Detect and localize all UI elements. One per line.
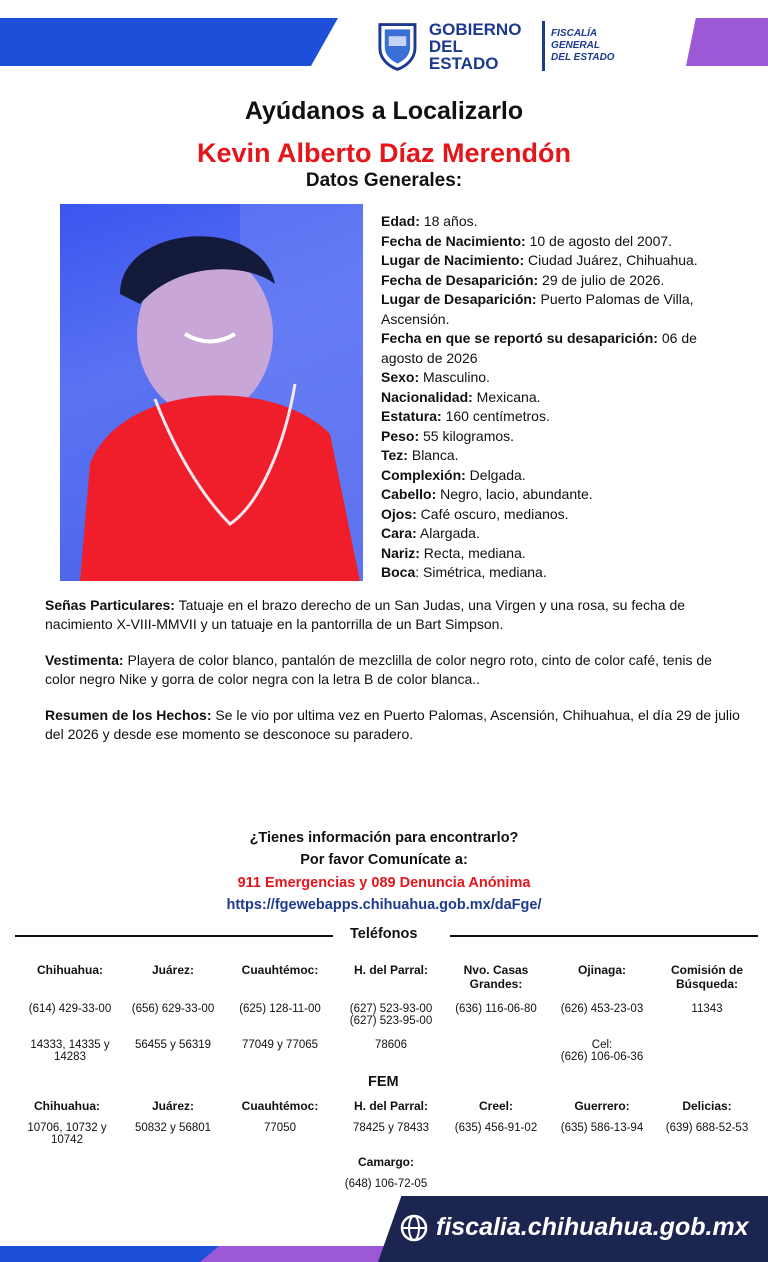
detail-value: 55 kilogramos. [419, 427, 515, 444]
logo-divider [542, 21, 545, 71]
gobierno-text [429, 21, 534, 72]
tel-city: Nvo. Casas Grandes: [463, 963, 529, 991]
header-purple-bar [686, 18, 768, 66]
tel-city: Chihuahua: [37, 963, 103, 977]
person-name: Kevin Alberto Díaz Merendón [196, 138, 572, 168]
resumen-text: Se le vio por ultima vez en Puerto Palomas, Ascensión, Chihuahua, el día 29 de julio del 2026 y desde ese momento se desconoce su paradero. [45, 707, 740, 742]
detail-label: Lugar de Desaparición: [381, 291, 537, 307]
senas-label: Señas Particulares: [45, 597, 175, 613]
detail-row [381, 485, 741, 505]
detail-value: Ciudad Juárez, Chihuahua. [524, 252, 698, 268]
divider-right [450, 935, 758, 937]
shield-icon [376, 20, 419, 72]
detail-value: : Simétrica, mediana. [415, 564, 547, 580]
fem-city: Guerrero: [574, 1099, 630, 1113]
detail-value: 18 años. [419, 213, 478, 229]
detail-label: Nacionalidad: [381, 388, 473, 405]
senas-text: Tatuaje en el brazo derecho de un San Judas, una Virgen y una rosa, su fecha de nacimiento X-VIII-MMVII y un tatuaje en la pantorrilla de un Bart Simpson. [45, 597, 686, 632]
detail-value: Delgada. [465, 466, 526, 483]
detail-label: Fecha de Nacimiento: [381, 232, 526, 249]
detail-value: 10 de agosto del 2007. [525, 232, 673, 249]
fiscalia-text [551, 28, 646, 64]
person-photo [60, 204, 363, 581]
detail-row [381, 427, 741, 447]
gobierno-line1: GOBIERNO [428, 19, 522, 39]
contact-please: Por favor Comunícate a: [300, 852, 468, 868]
detail-value: Mexicana. [472, 388, 541, 405]
detail-row [381, 563, 741, 583]
resumen-label: Resumen de los Hechos: [45, 707, 212, 723]
detail-row [381, 232, 741, 252]
tel-ext: 78606 [375, 1039, 407, 1051]
detail-row [381, 524, 741, 544]
fem-value: (639) 688-52-53 [665, 1122, 749, 1134]
fem-value: 78425 y 78433 [352, 1122, 430, 1134]
tel-city: Juárez: [151, 963, 195, 977]
detail-row [381, 446, 741, 466]
detail-value: Blanca. [407, 447, 459, 463]
tel-phone: (614) 429-33-00 [28, 1003, 112, 1015]
fiscalia-line2: DEL ESTADO [551, 52, 615, 63]
government-logo [376, 18, 646, 74]
fem-city: Juárez: [151, 1099, 195, 1113]
detail-label: Cara: [381, 525, 417, 541]
tel-city: Comisión de Búsqueda: [670, 963, 743, 991]
fem-value: 77050 [264, 1122, 296, 1134]
detail-label: Estatura: [381, 408, 442, 424]
detail-value: 06 de agosto de 2026 [381, 330, 697, 366]
tel-phone: (656) 629-33-00 [131, 1003, 215, 1015]
detail-row [381, 290, 741, 329]
detail-value: 29 de julio de 2026. [538, 271, 665, 288]
fem-city: Creel: [478, 1099, 513, 1113]
tel-phone: (626) 453-23-03 [560, 1003, 644, 1015]
footer-website[interactable] [400, 1213, 749, 1242]
tel-city: Cuauhtémoc: [241, 963, 319, 977]
detail-row [381, 251, 741, 271]
gobierno-line2: DEL ESTADO [428, 36, 499, 73]
detail-label: Lugar de Nacimiento: [381, 252, 525, 268]
emergency-numbers: 911 Emergencias y 089 Denuncia Anónima [237, 875, 531, 891]
detail-row [381, 329, 741, 368]
contact-link[interactable]: https://fgewebapps.chihuahua.gob.mx/daFge/ [226, 897, 542, 913]
details-list [381, 212, 741, 583]
vestimenta-label: Vestimenta: [45, 652, 124, 668]
detail-label: Peso: [381, 427, 420, 444]
detail-value: Recta, mediana. [419, 544, 526, 561]
tel-city: Ojinaga: [577, 963, 626, 977]
detail-row [381, 388, 741, 408]
detail-value: Negro, lacio, abundante. [436, 486, 593, 502]
detail-label: Fecha de Desaparición: [381, 271, 539, 288]
resumen-paragraph [45, 706, 745, 744]
fem-city: Delicias: [682, 1099, 732, 1113]
camargo-city: Camargo: [357, 1155, 414, 1169]
fem-city: H. del Parral: [353, 1099, 429, 1113]
tel-city: H. del Parral: [353, 963, 429, 977]
fem-value: 10706, 10732 y 10742 [27, 1122, 107, 1146]
fem-value: (635) 586-13-94 [560, 1122, 644, 1134]
detail-value: Café oscuro, medianos. [416, 505, 569, 522]
footer-purple-bar [200, 1246, 390, 1262]
fem-heading: FEM [368, 1074, 399, 1090]
fem-value: (635) 456-91-02 [454, 1122, 538, 1134]
footer-site-text[interactable]: fiscalia.chihuahua.gob.mx [436, 1213, 749, 1241]
photo-illustration [60, 204, 363, 581]
fem-city: Cuauhtémoc: [241, 1099, 319, 1113]
detail-label: Ojos: [381, 505, 417, 522]
detail-row [381, 368, 741, 388]
tel-ext: Cel: (626) 106-06-36 [560, 1039, 644, 1063]
vestimenta-text: Playera de color blanco, pantalón de mezclilla de color negro roto, cinto de color café, tenis de color negro Nike y gorra de color negra con la letra B de color blanca.. [45, 652, 712, 687]
detail-row [381, 466, 741, 486]
tel-phone: 11343 [691, 1003, 723, 1015]
fiscalia-line1: FISCALÍA GENERAL [551, 28, 600, 51]
detail-label: Complexión: [381, 466, 466, 483]
detail-label: Boca [381, 564, 416, 580]
detail-value: Alargada. [416, 525, 480, 541]
detail-label: Sexo: [381, 369, 420, 385]
detail-label: Cabello: [381, 486, 437, 502]
detail-row [381, 544, 741, 564]
detail-row [381, 407, 741, 427]
detail-row [381, 271, 741, 291]
detail-row [381, 505, 741, 525]
globe-icon [400, 1214, 428, 1242]
detail-label: Edad: [381, 213, 420, 229]
tel-ext: 77049 y 77065 [241, 1039, 319, 1051]
tel-phone: (625) 128-11-00 [239, 1003, 321, 1015]
detail-row [381, 212, 741, 232]
senas-paragraph [45, 596, 745, 634]
detail-value: Puerto Palomas de Villa, Ascensión. [381, 291, 694, 327]
detail-label: Fecha en que se reportó su desaparición: [381, 330, 658, 346]
header-blue-bar [0, 18, 338, 66]
detail-value: Masculino. [419, 369, 490, 385]
divider-left [15, 935, 333, 937]
contact-question: ¿Tienes información para encontrarlo? [249, 830, 519, 846]
page-title: Ayúdanos a Localizarlo [244, 97, 524, 125]
telefonos-heading: Teléfonos [350, 926, 418, 942]
tel-phone: (627) 523-93-00 (627) 523-95-00 [349, 1003, 433, 1027]
vestimenta-paragraph [45, 651, 745, 689]
detail-label: Tez: [381, 447, 408, 463]
camargo-phone: (648) 106-72-05 [344, 1178, 428, 1190]
tel-ext: 14333, 14335 y 14283 [30, 1039, 110, 1063]
detail-value: 160 centímetros. [441, 408, 550, 424]
fem-city: Chihuahua: [34, 1099, 100, 1113]
section-subtitle: Datos Generales: [305, 170, 463, 188]
tel-phone: (636) 116-06-80 [455, 1003, 537, 1015]
detail-label: Nariz: [381, 544, 420, 561]
tel-ext: 56455 y 56319 [134, 1039, 212, 1051]
fem-value: 50832 y 56801 [134, 1122, 212, 1134]
